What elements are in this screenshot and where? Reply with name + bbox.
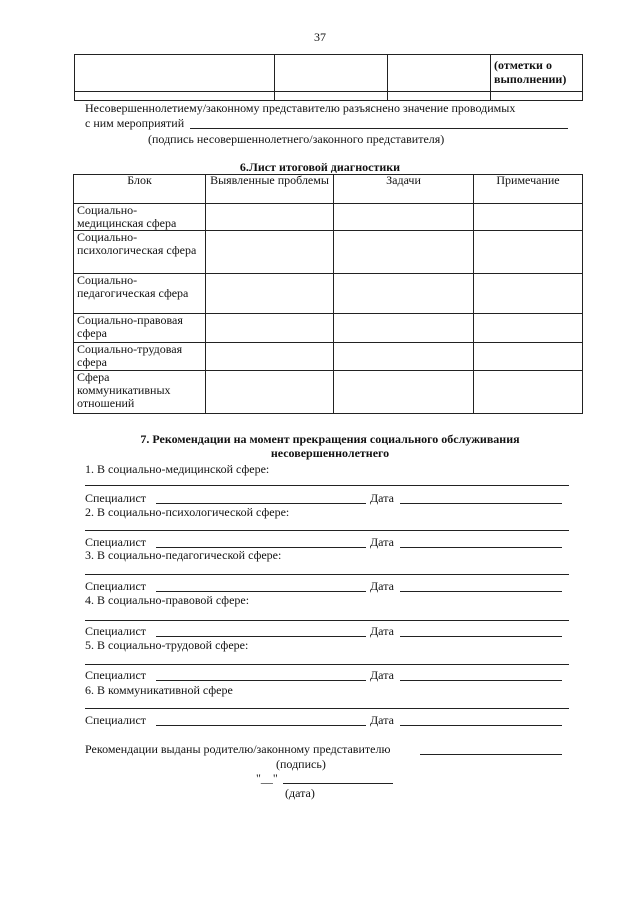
header-problems: Выявленные проблемы xyxy=(206,175,334,204)
rec-line xyxy=(85,620,569,621)
signature-line xyxy=(190,128,568,129)
header-tasks: Задачи xyxy=(334,175,474,204)
rec-line xyxy=(85,708,569,709)
section7-title-1: 7. Рекомендации на момент прекращения социального обслуживания xyxy=(140,432,520,446)
rec-line xyxy=(85,530,569,531)
recommendations-given: Рекомендации выданы родителю/законному представителю xyxy=(85,742,391,756)
table-cell xyxy=(388,55,491,92)
execution-marks-cell: (отметки о выполнении) xyxy=(491,55,583,92)
rec-line xyxy=(85,574,569,575)
table-cell xyxy=(275,55,388,92)
date-label: Дата xyxy=(370,579,394,593)
explained-caption: (подпись несовершеннолетнего/законного представителя) xyxy=(148,132,445,146)
date-caption: (дата) xyxy=(285,786,315,800)
table-row-label: Социально-трудовая сфера xyxy=(74,343,206,371)
specialist-label: Специалист xyxy=(85,624,147,638)
header-notes: Примечание xyxy=(474,175,583,204)
date-line xyxy=(400,680,562,681)
table-row-label: Социально-психологическая сфера xyxy=(74,231,206,274)
date-quote: "__" xyxy=(256,771,278,785)
date-label: Дата xyxy=(370,713,394,727)
rec-item-4: 4. В социально-правовой сфере: xyxy=(85,593,250,607)
specialist-line xyxy=(156,636,366,637)
rec-item-5: 5. В социально-трудовой сфере: xyxy=(85,638,249,652)
date-line xyxy=(400,636,562,637)
rec-line xyxy=(85,664,569,665)
specialist-label: Специалист xyxy=(85,491,147,505)
date-line xyxy=(400,725,562,726)
specialist-line xyxy=(156,591,366,592)
header-block: Блок xyxy=(74,175,206,204)
specialist-label: Специалист xyxy=(85,668,147,682)
specialist-line xyxy=(156,680,366,681)
table-cell xyxy=(275,92,388,101)
footer-date-line xyxy=(283,783,393,784)
explained-line-1: Несовершеннолетиему/законному представителю разъяснено значение проводимых xyxy=(85,101,516,115)
section7-title-2: несовершеннолетнего xyxy=(270,446,390,460)
date-label: Дата xyxy=(370,491,394,505)
rec-item-6: 6. В коммуникативной сфере xyxy=(85,683,233,697)
specialist-label: Специалист xyxy=(85,579,147,593)
rec-line xyxy=(85,485,569,486)
date-label: Дата xyxy=(370,668,394,682)
rec-item-1: 1. В социально-медицинской сфере: xyxy=(85,462,270,476)
date-line xyxy=(400,503,562,504)
explained-line-2: с ним мероприятий xyxy=(85,116,185,130)
rec-item-3: 3. В социально-педагогической сфере: xyxy=(85,548,282,562)
specialist-line xyxy=(156,503,366,504)
section6-title: 6.Лист итоговой диагностики xyxy=(239,160,401,174)
table-row-label: Сфера коммуникативных отношений xyxy=(74,371,206,414)
table-cell xyxy=(388,92,491,101)
rec-item-2: 2. В социально-психологической сфере: xyxy=(85,505,290,519)
table-row-label: Социально-медицинская сфера xyxy=(74,204,206,231)
execution-table xyxy=(74,54,583,101)
table-cell xyxy=(491,92,583,101)
diagnostics-table xyxy=(73,174,583,414)
date-line xyxy=(400,547,562,548)
specialist-line xyxy=(156,725,366,726)
table-row-label: Социально-правовая сфера xyxy=(74,314,206,343)
specialist-label: Специалист xyxy=(85,713,147,727)
table-row-label: Социально-педагогическая сфера xyxy=(74,274,206,314)
signature-caption: (подпись) xyxy=(276,757,326,771)
page-number: 37 xyxy=(314,30,326,44)
date-label: Дата xyxy=(370,624,394,638)
date-line xyxy=(400,591,562,592)
date-label: Дата xyxy=(370,535,394,549)
given-signature-line xyxy=(420,754,562,755)
specialist-label: Специалист xyxy=(85,535,147,549)
table-cell xyxy=(75,55,275,92)
table-cell xyxy=(75,92,275,101)
